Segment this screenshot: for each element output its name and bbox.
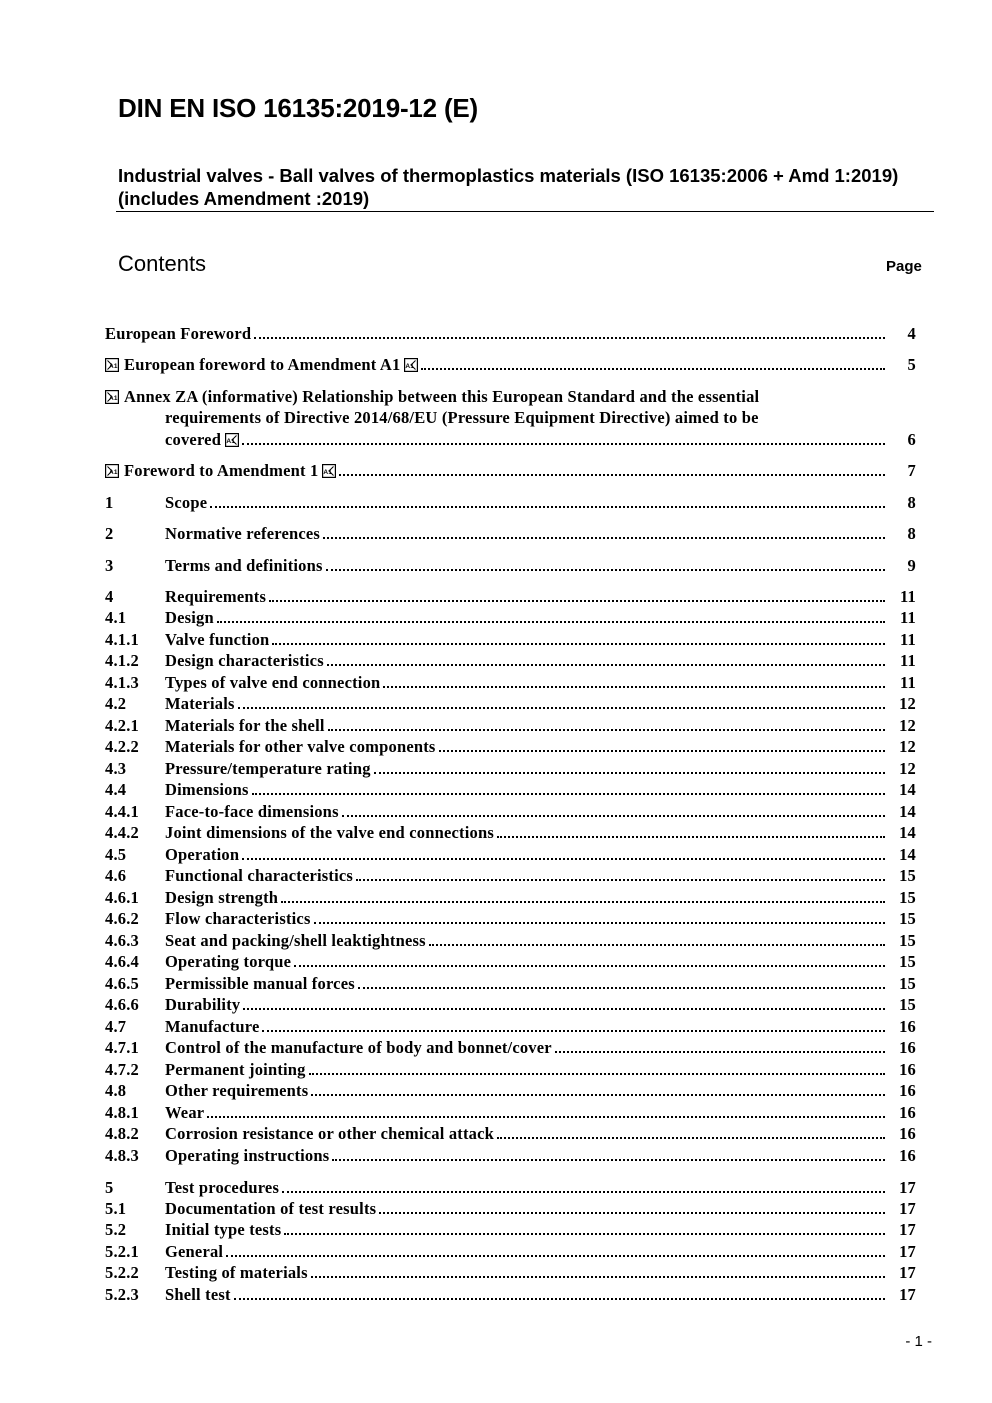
dot-leader — [383, 667, 885, 688]
dot-leader — [429, 925, 885, 946]
toc-entry-title: Operating torque — [165, 952, 292, 971]
dot-leader — [242, 424, 885, 445]
dot-leader — [207, 1097, 885, 1118]
dot-leader — [226, 1236, 885, 1257]
toc-entry-number: 4.7.2 — [105, 1060, 139, 1079]
dot-leader — [309, 1054, 885, 1075]
toc-entry-page: 17 — [899, 1199, 916, 1218]
toc-entry-page: 15 — [899, 909, 916, 928]
dot-leader — [284, 1214, 885, 1235]
dot-leader — [243, 989, 885, 1010]
toc-entry-number: 4.5 — [105, 845, 127, 864]
toc-entry-page: 7 — [907, 461, 916, 480]
toc-entry-title: General — [165, 1242, 224, 1261]
toc-entry-number: 4.8.3 — [105, 1146, 139, 1165]
toc-entry-page: 8 — [907, 524, 916, 543]
toc-entry-annex-za-last-line[interactable] — [0, 429, 992, 450]
toc-entry-title: Documentation of test results — [165, 1199, 377, 1218]
toc-entry-a1-foreword-2[interactable] — [0, 460, 992, 481]
toc-entry-title: Operation — [165, 845, 240, 864]
toc-entry-page: 16 — [899, 1017, 916, 1036]
toc-entry-number: 4.1 — [105, 608, 127, 627]
toc-entry-number: 4.1.3 — [105, 673, 139, 692]
toc-entry-european-foreword[interactable] — [0, 323, 992, 344]
toc-entry-number: 4.4.1 — [105, 802, 139, 821]
dot-leader — [326, 550, 885, 571]
toc-entry-number: 4.7.1 — [105, 1038, 139, 1057]
dot-leader — [210, 487, 885, 508]
toc-entry-number: 4.1.1 — [105, 630, 139, 649]
toc-entry-page: 15 — [899, 866, 916, 885]
toc-entry-title: Manufacture — [165, 1017, 260, 1036]
page-number: - 1 - — [905, 1333, 932, 1350]
amendment-start-marker-icon — [105, 358, 119, 372]
toc-entry-title: Pressure/temperature rating — [165, 759, 371, 778]
toc-entry-number: 3 — [105, 556, 114, 575]
toc-entry-number: 4.4 — [105, 780, 127, 799]
toc-entry-page: 11 — [900, 673, 916, 692]
toc-entry-number: 4.6.6 — [105, 995, 139, 1014]
toc-entry-number: 4.7 — [105, 1017, 127, 1036]
dot-leader — [332, 1140, 885, 1161]
toc-entry-title: Permanent jointing — [165, 1060, 306, 1079]
toc-entry-page: 15 — [899, 888, 916, 907]
dot-leader — [238, 688, 885, 709]
toc-entry-page: 4 — [907, 324, 916, 343]
amendment-start-marker-icon — [105, 464, 119, 478]
toc-entry-page: 12 — [899, 737, 916, 756]
toc-entry-title: Wear — [165, 1103, 205, 1122]
toc-entry-title: Test procedures — [165, 1178, 280, 1197]
dot-leader — [252, 774, 885, 795]
svg-text:A1: A1 — [108, 363, 118, 370]
dot-leader — [311, 1075, 885, 1096]
toc-entry-page: 16 — [899, 1103, 916, 1122]
dot-leader — [272, 624, 885, 645]
toc-entry-number: 5.2.2 — [105, 1263, 139, 1282]
toc-entry-page: 14 — [899, 823, 916, 842]
toc-entry-title-line: Annex ZA (informative) Relationship between this European Standard and the essential — [124, 387, 760, 406]
svg-text:A1: A1 — [108, 395, 118, 402]
document-title: DIN EN ISO 16135:2019-12 (E) — [118, 93, 479, 123]
toc-entry-number: 4.2.1 — [105, 716, 139, 735]
dot-leader — [281, 882, 885, 903]
toc-entry-page: 12 — [899, 759, 916, 778]
toc-entry-number: 4.2.2 — [105, 737, 139, 756]
toc-entry[interactable] — [0, 1145, 992, 1166]
toc-entry-number: 4.8 — [105, 1081, 127, 1100]
dot-leader — [254, 318, 885, 339]
toc-entry-title: Joint dimensions of the valve end connections — [165, 823, 494, 842]
toc-entry-title: Functional characteristics — [165, 866, 354, 885]
toc-entry[interactable] — [0, 492, 992, 513]
dot-leader — [497, 1118, 885, 1139]
toc-entry-page: 14 — [899, 845, 916, 864]
toc-entry-page: 15 — [899, 931, 916, 950]
toc-entry-title: European Foreword — [105, 324, 252, 343]
toc-entry-number: 2 — [105, 524, 114, 543]
dot-leader — [262, 1011, 885, 1032]
toc-entry[interactable] — [0, 523, 992, 544]
toc-entry-number: 4.6.5 — [105, 974, 139, 993]
toc-entry-page: 8 — [907, 493, 916, 512]
dot-leader — [242, 839, 885, 860]
toc-entry-page: 15 — [899, 974, 916, 993]
dot-leader — [342, 796, 885, 817]
toc-entry-number: 5 — [105, 1178, 114, 1197]
dot-leader — [339, 455, 885, 476]
toc-entry-page: 9 — [907, 556, 916, 575]
contents-heading: Contents — [118, 251, 207, 276]
toc-entry-page: 17 — [899, 1263, 916, 1282]
toc-entry-title: Terms and definitions — [165, 556, 323, 575]
toc-entry-page: 17 — [899, 1242, 916, 1261]
toc-entry-page: 12 — [899, 716, 916, 735]
svg-text:A1: A1 — [405, 363, 415, 370]
toc-entry-title: Shell test — [165, 1285, 231, 1304]
toc-entry-page: 15 — [899, 952, 916, 971]
toc-entry-title: Design strength — [165, 888, 279, 907]
dot-leader — [374, 753, 885, 774]
dot-leader — [555, 1032, 885, 1053]
toc-entry-number: 4.3 — [105, 759, 127, 778]
toc-entry-title: Foreword to Amendment 1 — [124, 461, 319, 480]
toc-entry[interactable] — [0, 1284, 992, 1305]
toc-entry-page: 16 — [899, 1124, 916, 1143]
toc-entry-title: Requirements — [165, 587, 267, 606]
toc-entry-title: Permissible manual forces — [165, 974, 355, 993]
toc-entry-page: 17 — [899, 1220, 916, 1239]
toc-entry-annex-za[interactable] — [0, 386, 992, 407]
toc-entry-page: 11 — [900, 608, 916, 627]
dot-leader — [379, 1193, 885, 1214]
dot-leader — [269, 581, 885, 602]
toc-entry-title: Testing of materials — [165, 1263, 308, 1282]
toc-entry-number: 4.2 — [105, 694, 127, 713]
toc-entry-number: 4.1.2 — [105, 651, 139, 670]
toc-entry-title: Design characteristics — [165, 651, 324, 670]
dot-leader — [328, 710, 885, 731]
toc-entry-page: 17 — [899, 1285, 916, 1304]
svg-text:A1: A1 — [226, 438, 236, 445]
toc-entry-title: Dimensions — [165, 780, 249, 799]
toc-entry-page: 15 — [899, 995, 916, 1014]
toc-entry-number: 4.4.2 — [105, 823, 139, 842]
toc-entry-page: 17 — [899, 1178, 916, 1197]
toc-entry-page: 16 — [899, 1060, 916, 1079]
amendment-end-marker-icon — [322, 464, 336, 478]
dot-leader — [358, 968, 885, 989]
toc-entry-title: Corrosion resistance or other chemical attack — [165, 1124, 495, 1143]
dot-leader — [311, 1257, 885, 1278]
dot-leader — [356, 860, 885, 881]
dot-leader — [497, 817, 885, 838]
toc-entry-title: Control of the manufacture of body and bonnet/cover — [165, 1038, 552, 1057]
toc-entry-page: 16 — [899, 1081, 916, 1100]
toc-entry-page: 11 — [900, 630, 916, 649]
toc-entry-page: 16 — [899, 1146, 916, 1165]
amendment-end-marker-icon — [225, 433, 239, 447]
toc-entry-number: 4.6 — [105, 866, 127, 885]
toc-entry-number: 4.6.3 — [105, 931, 139, 950]
dot-leader — [323, 518, 885, 539]
toc-entry-page: 16 — [899, 1038, 916, 1057]
toc-entry-title: Seat and packing/shell leaktightness — [165, 931, 426, 950]
toc-entry-number: 5.2.3 — [105, 1285, 139, 1304]
toc-entry-title: Face-to-face dimensions — [165, 802, 339, 821]
svg-text:A1: A1 — [323, 469, 333, 476]
toc-entry-title: Valve function — [165, 630, 270, 649]
toc-entry-page: 14 — [899, 802, 916, 821]
toc-entry-title: Durability — [165, 995, 241, 1014]
amendment-start-marker-icon — [105, 390, 119, 404]
toc-entry-title: Scope — [165, 493, 208, 512]
toc-entry-title: Materials for other valve components — [165, 737, 436, 756]
svg-text:A1: A1 — [108, 469, 118, 476]
toc-entry-number: 4.6.1 — [105, 888, 139, 907]
dot-leader — [294, 946, 885, 967]
toc-entry-number: 5.1 — [105, 1199, 127, 1218]
document-subtitle: Industrial valves - Ball valves of thermoplastics materials (ISO 16135:2006 + Amd 1:2019) (includes Amendment :2019) — [118, 165, 899, 209]
toc-entry-title-line: covered — [165, 430, 222, 449]
toc-entry-page: 14 — [899, 780, 916, 799]
dot-leader — [327, 645, 885, 666]
dot-leader — [282, 1172, 885, 1193]
toc-entry-title: European foreword to Amendment A1 — [124, 355, 401, 374]
toc-entry-title: Initial type tests — [165, 1220, 282, 1239]
toc-entry-title-line: requirements of Directive 2014/68/EU (Pressure Equipment Directive) aimed to be — [165, 408, 759, 427]
dot-leader — [217, 602, 885, 623]
page-column-label: Page — [886, 258, 922, 275]
toc-entry-number: 4.8.1 — [105, 1103, 139, 1122]
toc-entry-number: 1 — [105, 493, 114, 512]
dot-leader — [314, 903, 885, 924]
toc-entry-number: 4 — [105, 587, 114, 606]
toc-entry-page: 6 — [907, 430, 916, 449]
toc-entry-title: Operating instructions — [165, 1146, 330, 1165]
toc-entry-page: 12 — [899, 694, 916, 713]
toc-entry-a1-foreword[interactable] — [0, 354, 992, 375]
toc-entry-number: 4.8.2 — [105, 1124, 139, 1143]
toc-entry-page: 11 — [900, 587, 916, 606]
dot-leader — [234, 1279, 885, 1300]
toc-entry-title: Types of valve end connection — [165, 673, 381, 692]
dot-leader — [421, 349, 885, 370]
toc-entry-title: Normative references — [165, 524, 321, 543]
toc-entry-number: 4.6.4 — [105, 952, 139, 971]
toc-entry-number: 5.2.1 — [105, 1242, 139, 1261]
toc-entry-title: Other requirements — [165, 1081, 309, 1100]
toc-entry-title: Flow characteristics — [165, 909, 311, 928]
toc-entry-title: Materials — [165, 694, 235, 713]
toc-entry-title: Materials for the shell — [165, 716, 325, 735]
amendment-end-marker-icon — [404, 358, 418, 372]
toc-entry-number: 4.6.2 — [105, 909, 139, 928]
dot-leader — [439, 731, 885, 752]
title-divider — [116, 211, 934, 212]
toc-entry[interactable] — [0, 555, 992, 576]
toc-entry-page: 5 — [907, 355, 916, 374]
toc-entry-number: 5.2 — [105, 1220, 127, 1239]
toc-entry-page: 11 — [900, 651, 916, 670]
toc-entry-title: Design — [165, 608, 214, 627]
